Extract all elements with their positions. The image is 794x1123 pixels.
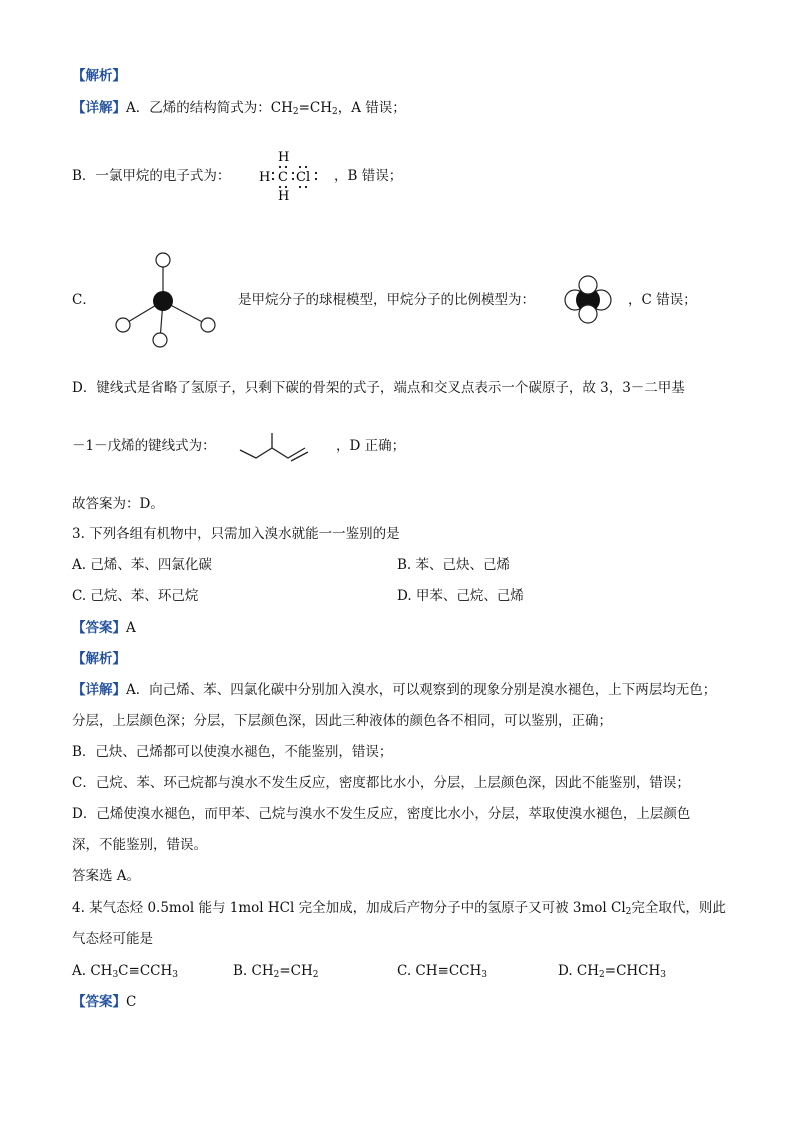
option-c-label: C． [72,292,96,308]
chlorine: Cl [296,170,311,185]
option-d-line1: D．键线式是省略了氢原子，只剩下碳的骨架的式子，端点和交叉点表示一个碳原子，故 3，3－二甲基 [72,380,685,396]
q4-option-d [558,961,666,981]
text: A．乙烯的结构简式为：CH [126,100,293,116]
option-b-text: B．一氯甲烷的电子式为： [72,168,231,184]
subscript: 2 [312,970,319,980]
methane-ball-stick-model [110,248,222,350]
q3-detail-line: 深，不能鉴别，错误。 [72,837,207,853]
detail-tag: 【详解】 [72,100,126,116]
subscript: 3 [172,970,178,980]
q3-option-c: C. 己烷、苯、环己烷 [72,588,199,604]
q3-analysis-heading: 【解析】 [72,651,126,667]
subscript: 2 [599,970,605,980]
answer-value: C [126,994,137,1010]
option-c-tail: ，C 错误； [628,292,697,308]
carbon: C [278,170,288,185]
answer-tag: 【答案】 [72,994,126,1010]
q4-stem-line2: 气态烃可能是 [72,931,153,947]
text: =CH [298,100,333,116]
q3-detail-line: 分层，上层颜色深；分层，下层颜色深，因此三种液体的颜色各不相同，可以鉴别，正确； [72,713,612,729]
q3-option-a: A. 己烯、苯、四氯化碳 [72,557,212,573]
q3-answer [72,618,136,638]
q3-detail-line [72,680,716,700]
q4-stem-line1 [72,898,726,918]
answer-line: 故答案为：D。 [72,496,164,512]
q3-detail-line: C．己烷、苯、环己烷都与溴水不发生反应，密度都比水小，分层，上层颜色深，因此不能鉴别，错误； [72,775,690,791]
q4-option-c [397,961,487,981]
text: A．向己烯、苯、四氯化碳中分别加入溴水，可以观察到的现象分别是溴水褪色，上下两层均无色； [126,682,717,698]
option-d-tail: ，D 正确； [336,438,406,454]
hydrogen-ball [201,318,215,332]
answer-value: A [126,620,136,636]
detail-a-line [72,98,406,118]
methane-space-filling-model [560,272,616,326]
h-top: H [278,150,290,165]
q3-stem: 3. 下列各组有机物中，只需加入溴水就能一一鉴别的是 [72,526,400,542]
subscript: 2 [292,107,299,117]
chloromethane-electron-formula [254,148,324,204]
q3-conclusion: 答案选 A。 [72,868,141,884]
text: B. CH [233,963,274,979]
q3-option-b: B. 苯、己炔、己烯 [397,557,511,573]
subscript: 3 [660,970,667,980]
answer-tag: 【答案】 [72,620,126,636]
q4-answer [72,992,136,1012]
text: C≡CCH [118,963,173,979]
option-b-tail: ，B 错误； [334,168,403,184]
h-bottom: H [278,189,290,204]
option-d-line2: －1－戊烯的键线式为： [72,438,216,454]
text: ，A 错误； [337,100,406,116]
analysis-heading: 【解析】 [72,68,126,84]
hydrogen-ball [156,253,170,267]
text: D. CH [558,963,600,979]
carbon-ball [153,291,173,311]
h-left: H [259,170,271,185]
skeletal-formula [236,430,322,464]
subscript: 3 [481,970,488,980]
q4-option-b [233,961,319,981]
hydrogen-ball [116,318,130,332]
text: =CHCH [604,963,661,979]
text: =CH [279,963,313,979]
text: 完全取代，则此 [631,900,726,916]
q3-detail-line: B．己炔、己烯都可以使溴水褪色，不能鉴别，错误； [72,744,393,760]
text: 4. 某气态烃 0.5mol 能与 1mol HCl 完全加成，加成后产物分子中的氢原子又可被 3mol Cl [72,900,626,916]
hydrogen-ball [153,333,167,347]
option-c-text: 是甲烷分子的球棍模型，甲烷分子的比例模型为： [238,292,535,308]
subscript: 2 [273,970,280,980]
text: A. CH [72,963,113,979]
q3-detail-line: D．己烯使溴水褪色，而甲苯、己烷与溴水不发生反应，密度比水小，分层，萃取使溴水褪色，上层颜色 [72,806,691,822]
subscript: 2 [625,907,632,917]
subscript: 3 [112,970,119,980]
q3-option-d: D. 甲苯、己烷、己烯 [397,588,524,604]
subscript: 2 [332,107,338,117]
text: C. CH≡CCH [397,963,482,979]
detail-tag: 【详解】 [72,682,126,698]
q4-option-a [72,961,178,981]
